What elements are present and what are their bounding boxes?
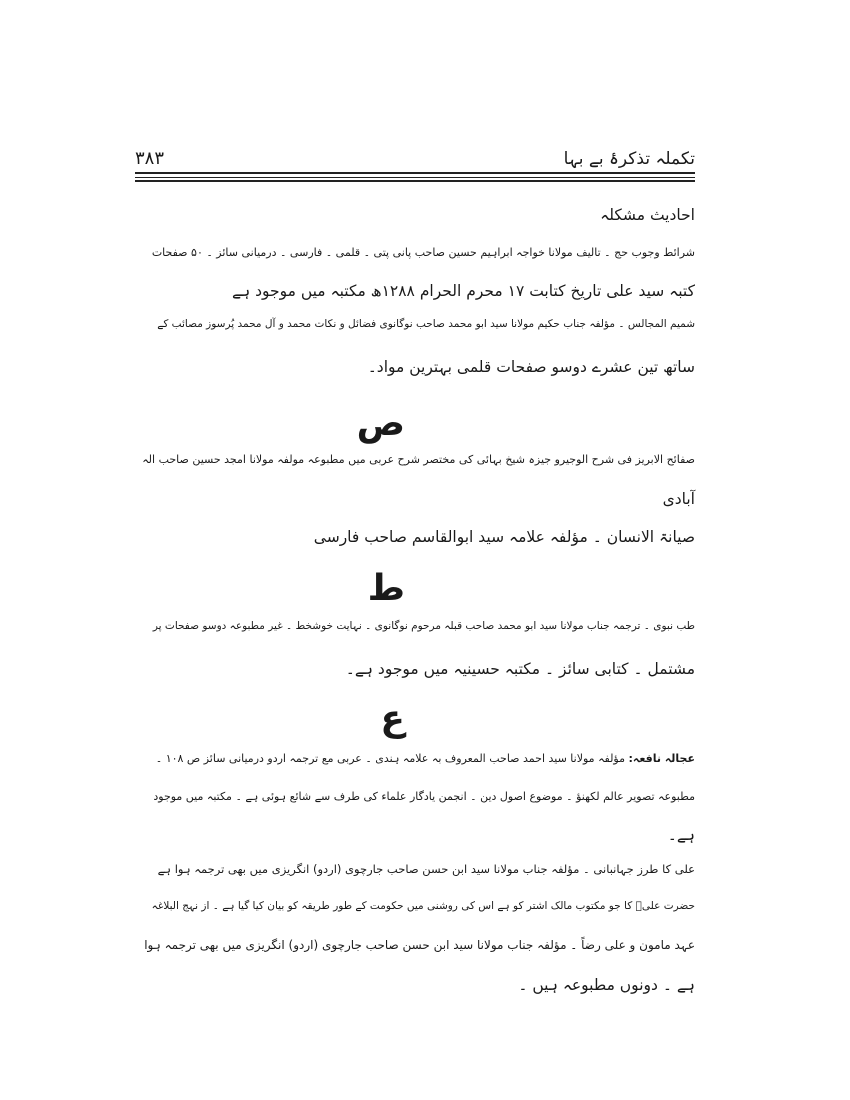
page-number: ۳۸۳	[135, 148, 165, 169]
entry-ahd-line-2: ہے ۔ دونوں مطبوعہ ہیں ۔	[518, 976, 695, 994]
entry-tibb-line-2: مشتمل ۔ کتابی سائز ۔ مکتبہ حسینیہ میں موجود ہے۔	[345, 660, 695, 678]
entry-ujala-heading: عجالہ نافعہ:	[628, 752, 695, 765]
header-rule-thin	[135, 177, 695, 178]
section-letter-toe: ط	[367, 568, 405, 609]
entry-siyanat: صیانۃ الانسان ۔ مؤلفہ علامہ سید ابوالقاسم صاحب فارسی	[313, 528, 695, 546]
entry-ujala-line-1	[156, 752, 695, 765]
entry-sharaait-line-2: کتبہ سید علی تاریخ کتابت ۱۷ محرم الحرام ۱۲۸۸ھ مکتبہ میں موجود ہے	[232, 282, 695, 300]
entry-ujala-text: مؤلفہ مولانا سید احمد صاحب المعروف بہ علامہ ہندی ۔ عربی مع ترجمہ اردو درمیانی سائز ص ۱۰۸ ۔	[155, 752, 629, 765]
entry-ujala-line-3: ہے۔	[667, 826, 695, 844]
entry-sharaait-line-1: شرائط وجوب حج ۔ تالیف مولانا خواجہ ابراہیم حسین صاحب پانی پتی ۔ قلمی ۔ فارسی ۔ درمیانی سائز ۔ ۵۰ صفحات	[151, 246, 695, 259]
section-letter-ain: ع	[380, 698, 405, 739]
entry-safaih-line-2: آبادی	[662, 490, 695, 508]
entry-tibb-line-1: طب نبوی ۔ ترجمہ جناب مولانا سید ابو محمد صاحب قبلہ مرحوم نوگانوی ۔ نہایت خوشخط ۔ غیر مطبوعہ دوسو صفحات پر	[152, 620, 695, 632]
entry-ujala-line-2: مطبوعہ تصویر عالم لکھنؤ ۔ موضوع اصول دین ۔ انجمن یادگار علماء کی طرف سے شائع ہوئی ہے ۔ مکتبہ میں موجود	[153, 790, 695, 803]
entry-ali-line-1: علی کا طرز جہانبانی ۔ مؤلفہ جناب مولانا سید ابن حسن صاحب جارچوی (اردو) انگریزی میں بھی ترجمہ ہوا ہے	[157, 862, 695, 876]
entry-ahadees: احادیث مشکلہ	[600, 206, 695, 224]
entry-shamim-line-1: شمیم المجالس ۔ مؤلفہ جناب حکیم مولانا سید ابو محمد صاحب نوگانوی فضائل و نکات محمد و آل محمد پُرسوز مصائب کے	[157, 318, 695, 330]
entry-ahd-line-1: عہد مامون و علی رضاً ۔ مؤلفہ جناب مولانا سید ابن حسن صاحب جارچوی (اردو) انگریزی میں بھی ترجمہ ہوا	[144, 938, 695, 952]
page-header	[135, 148, 695, 168]
entry-shamim-line-2: ساتھ تین عشرے دوسو صفحات قلمی بہترین مواد۔	[367, 358, 695, 376]
running-title: تکملہ تذکرۂ بے بہا	[563, 149, 695, 169]
entry-ali-line-2: حضرت علیؑ کا جو مکتوب مالک اشتر کو ہے اس کی روشنی میں حکومت کے طور طریقہ کو بیان کیا گیا ہے ۔ از نہج البلاغہ	[151, 900, 695, 912]
header-rule-thick-bottom	[135, 180, 695, 182]
header-rule-thick-top	[135, 172, 695, 174]
section-letter-saad: ص	[356, 403, 405, 444]
entry-safaih-line-1: صفائح الابریز فی شرح الوجیرو جیزہ شیخ بہائی کی مختصر شرح عربی میں مطبوعہ مولفہ مولانا امجد حسین صاحب الہ	[142, 453, 695, 466]
